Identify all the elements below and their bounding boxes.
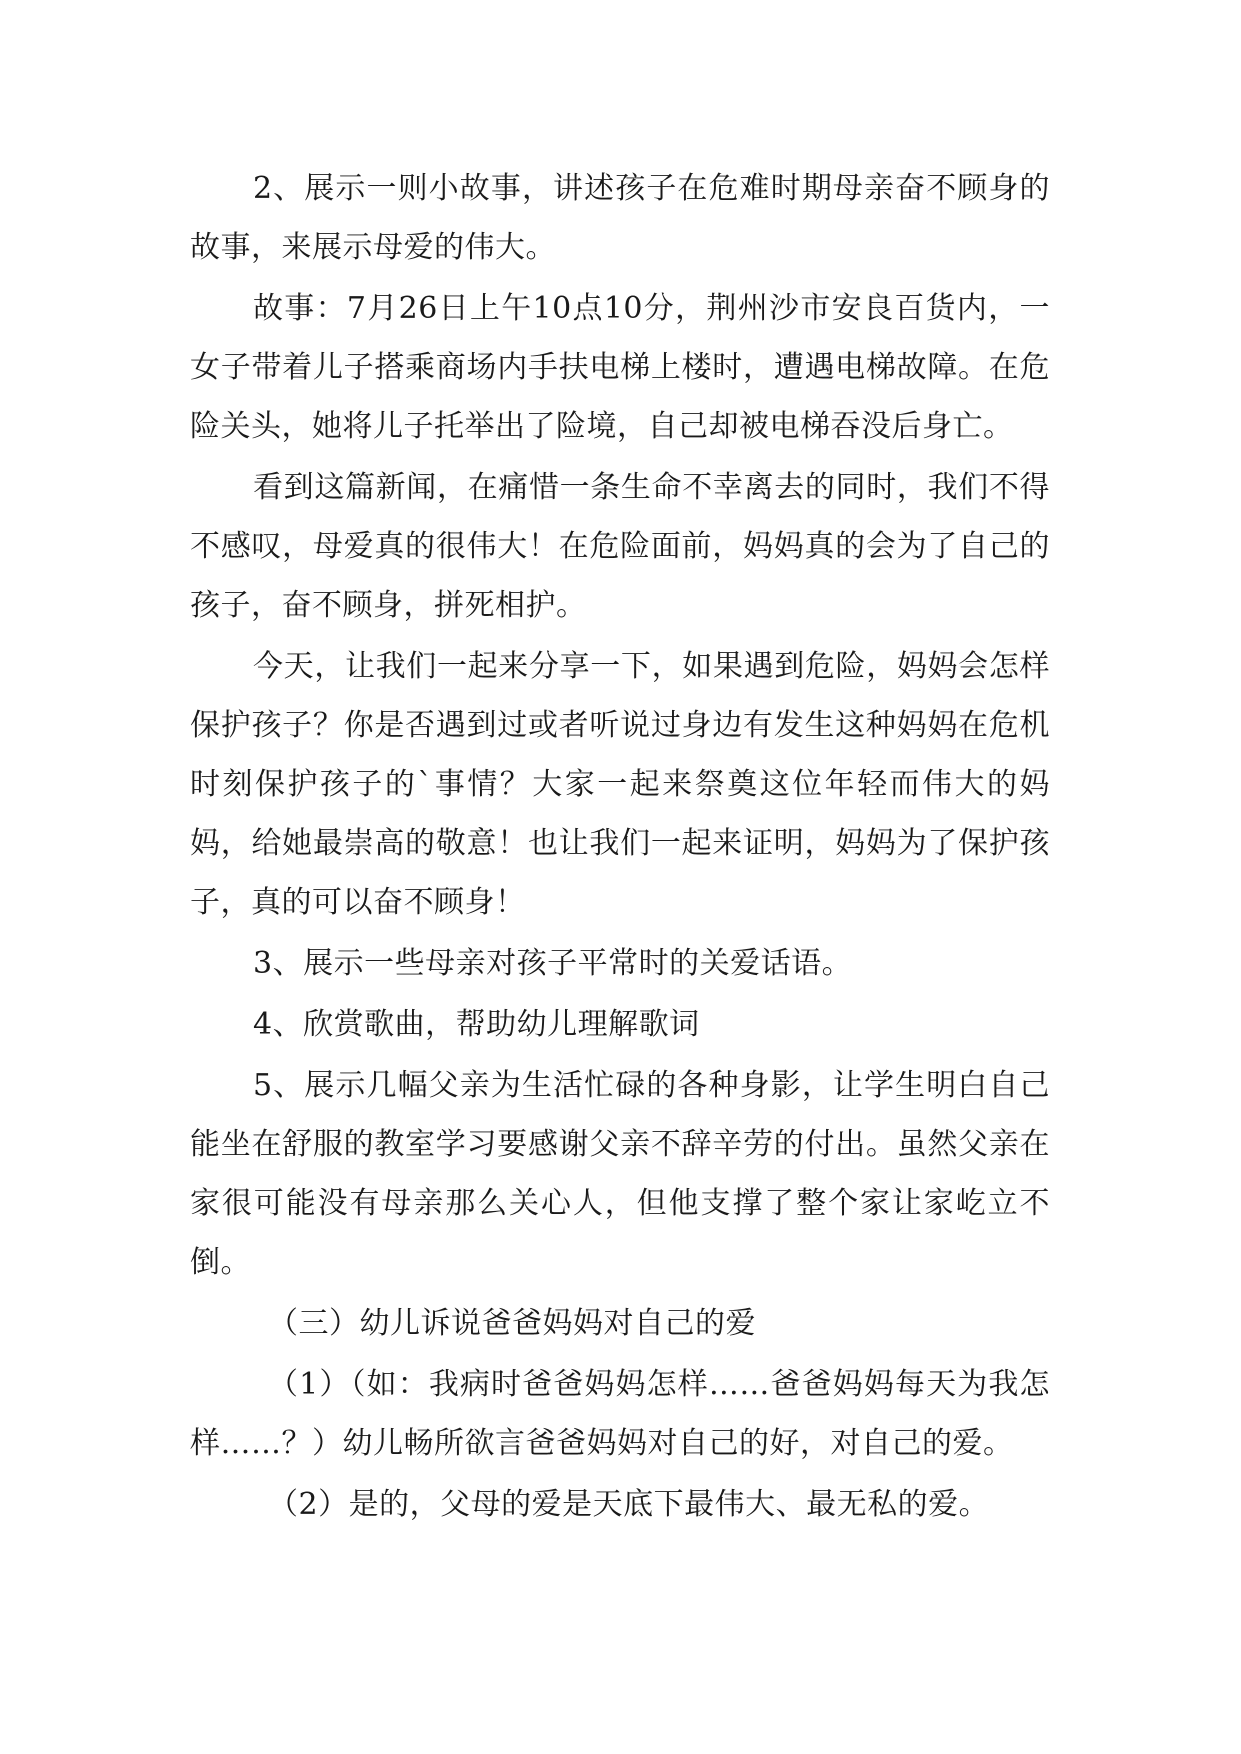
paragraph-item-2: （2）是的，父母的爱是天底下最伟大、最无私的爱。 — [268, 1487, 990, 1522]
paragraph-step-5: 5、展示几幅父亲为生活忙碌的各种身影，让学生明白自己能坐在舒服的教室学习要感谢父亲不辞辛劳的付出。虽然父亲在家很可能没有母亲那么关心人，但他支撑了整个家让家屹立不倒。 — [190, 1068, 1050, 1280]
paragraph-step-4: 4、欣赏歌曲，帮助幼儿理解歌词 — [253, 1007, 700, 1042]
paragraph-story-intro: 2、展示一则小故事，讲述孩子在危难时期母亲奋不顾身的故事，来展示母爱的伟大。 — [190, 171, 1050, 265]
document-body — [190, 159, 1050, 1536]
paragraph-step-3: 3、展示一些母亲对孩子平常时的关爱话语。 — [253, 946, 853, 981]
section-heading-3: （三）幼儿诉说爸爸妈妈对自己的爱 — [268, 1306, 756, 1341]
paragraph-news-reflection: 看到这篇新闻，在痛惜一条生命不幸离去的同时，我们不得不感叹，母爱真的很伟大！在危险面前，妈妈真的会为了自己的孩子，奋不顾身，拼死相护。 — [190, 470, 1050, 623]
paragraph-share-discussion: 今天，让我们一起来分享一下，如果遇到危险，妈妈会怎样保护孩子？你是否遇到过或者听说过身边有发生这种妈妈在危机时刻保护孩子的`事情？大家一起来祭奠这位年轻而伟大的妈妈，给她最崇高的敬意！也让我们一起来证明，妈妈为了保护孩子，真的可以奋不顾身！ — [190, 649, 1050, 920]
paragraph-item-1: （1）（如：我病时爸爸妈妈怎样……爸爸妈妈每天为我怎样……？）幼儿畅所欲言爸爸妈妈对自己的好，对自己的爱。 — [190, 1367, 1050, 1461]
paragraph-story: 故事：7月26日上午10点10分，荆州沙市安良百货内，一女子带着儿子搭乘商场内手扶电梯上楼时，遭遇电梯故障。在危险关头，她将儿子托举出了险境，自己却被电梯吞没后身亡。 — [190, 291, 1050, 444]
